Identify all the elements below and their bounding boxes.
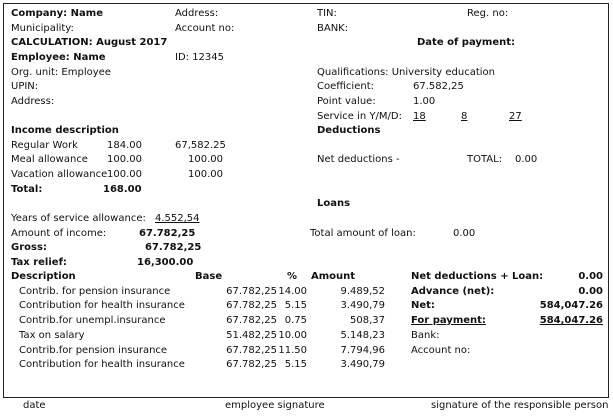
tax-relief-value: 16,300.00	[137, 257, 194, 268]
coefficient-value: 67.582,25	[413, 81, 464, 92]
contribution-base: 51.482,25	[226, 330, 277, 341]
payment-bank-label: Bank:	[411, 330, 440, 341]
advance-value: 0.00	[578, 286, 603, 297]
gross-value: 67.782,25	[145, 242, 202, 253]
service-months: 8	[461, 111, 468, 122]
payslip-document	[3, 3, 609, 415]
income-row-amount: 67,582.25	[175, 140, 226, 151]
net-ded-loan-label: Net deductions + Loan:	[411, 271, 544, 282]
date-of-payment-label: Date of payment:	[417, 37, 516, 48]
company-name: Company: Name	[11, 8, 103, 19]
account-no-label: Account no:	[175, 23, 235, 34]
deductions-total-value: 0.00	[515, 154, 538, 165]
deductions-total-label: TOTAL:	[467, 154, 503, 165]
employee-name: Employee: Name	[11, 52, 106, 63]
contribution-base: 67.782,25	[226, 345, 277, 356]
point-value: 1.00	[413, 96, 436, 107]
years-allowance-value: 4.552,54	[155, 213, 200, 224]
contribution-amount: 3.490,79	[340, 300, 385, 311]
net-value: 584,047.26	[539, 300, 603, 311]
years-allowance-label: Years of service allowance:	[11, 213, 146, 224]
income-row-amount: 100.00	[188, 169, 223, 180]
tax-relief-label: Tax relief:	[11, 257, 67, 268]
income-title: Income description	[11, 125, 119, 136]
reg-no-label: Reg. no:	[467, 8, 509, 19]
col-header-description: Description	[11, 271, 76, 282]
col-header-percent: %	[287, 271, 298, 282]
income-row-label: Meal allowance	[11, 154, 88, 165]
contribution-base: 67.782,25	[226, 359, 277, 370]
qualifications: Qualifications: University education	[317, 67, 495, 78]
service-days: 27	[509, 111, 522, 122]
gross-label: Gross:	[11, 242, 47, 253]
contribution-percent: 0.75	[284, 315, 307, 326]
company-address-label: Address:	[175, 8, 219, 19]
contribution-amount: 9.489,52	[340, 286, 385, 297]
contribution-percent: 10.00	[278, 330, 307, 341]
net-ded-loan-value: 0.00	[578, 271, 603, 282]
contribution-base: 67.782,25	[226, 315, 277, 326]
tin-label: TIN:	[317, 8, 337, 19]
amount-income-value: 67.782,25	[139, 228, 196, 239]
contribution-description: Contribution for health insurance	[19, 359, 185, 370]
org-unit: Org. unit: Employee	[11, 67, 111, 78]
net-deductions-label: Net deductions -	[317, 154, 400, 165]
contribution-description: Contribution for health insurance	[19, 300, 185, 311]
contribution-amount: 508,37	[350, 315, 385, 326]
calculation-period: CALCULATION: August 2017	[11, 37, 168, 48]
contribution-base: 67.782,25	[226, 286, 277, 297]
upin-label: UPIN:	[11, 81, 39, 92]
loans-total-value: 0.00	[453, 228, 476, 239]
income-row-hours: 100.00	[107, 169, 142, 180]
employee-address-label: Address:	[11, 96, 55, 107]
contribution-base: 67.782,25	[226, 300, 277, 311]
bank-label: BANK:	[317, 23, 349, 34]
income-row-label: Regular Work	[11, 140, 78, 151]
footer-employee-signature: employee signature	[225, 400, 325, 411]
payment-account-label: Account no:	[411, 345, 471, 356]
contribution-description: Contrib.for pension insurance	[19, 345, 168, 356]
point-value-label: Point value:	[317, 96, 376, 107]
for-payment-label: For payment:	[411, 315, 486, 326]
contribution-amount: 5.148,23	[340, 330, 385, 341]
advance-label: Advance (net):	[411, 286, 495, 297]
income-row-label: Vacation allowance	[11, 169, 108, 180]
footer-responsible-signature: signature of the responsible person	[431, 400, 609, 411]
loans-title: Loans	[317, 198, 351, 209]
contribution-amount: 3.490,79	[340, 359, 385, 370]
contribution-percent: 11.50	[278, 345, 307, 356]
footer-date: date	[23, 400, 46, 411]
income-total-label: Total:	[11, 184, 43, 195]
contribution-percent: 14.00	[278, 286, 307, 297]
contribution-description: Contrib. for pension insurance	[19, 286, 171, 297]
deductions-title: Deductions	[317, 125, 381, 136]
contribution-description: Contrib.for unempl.insurance	[19, 315, 166, 326]
contribution-percent: 5.15	[284, 300, 307, 311]
income-row-hours: 100.00	[107, 154, 142, 165]
service-label: Service in Y/M/D:	[317, 111, 402, 122]
contribution-amount: 7.794,96	[340, 345, 385, 356]
col-header-amount: Amount	[311, 271, 356, 282]
income-total-hours: 168.00	[103, 184, 142, 195]
coefficient-label: Coefficient:	[317, 81, 374, 92]
col-header-base: Base	[195, 271, 223, 282]
amount-income-label: Amount of income:	[11, 228, 107, 239]
employee-id: ID: 12345	[175, 52, 225, 63]
loans-total-label: Total amount of loan:	[310, 228, 416, 239]
income-row-hours: 184.00	[107, 140, 142, 151]
net-label: Net:	[411, 300, 435, 311]
municipality-label: Municipality:	[11, 23, 74, 34]
service-years: 18	[413, 111, 426, 122]
income-row-amount: 100.00	[188, 154, 223, 165]
contribution-percent: 5.15	[284, 359, 307, 370]
for-payment-value: 584,047.26	[539, 315, 603, 326]
contribution-description: Tax on salary	[19, 330, 85, 341]
